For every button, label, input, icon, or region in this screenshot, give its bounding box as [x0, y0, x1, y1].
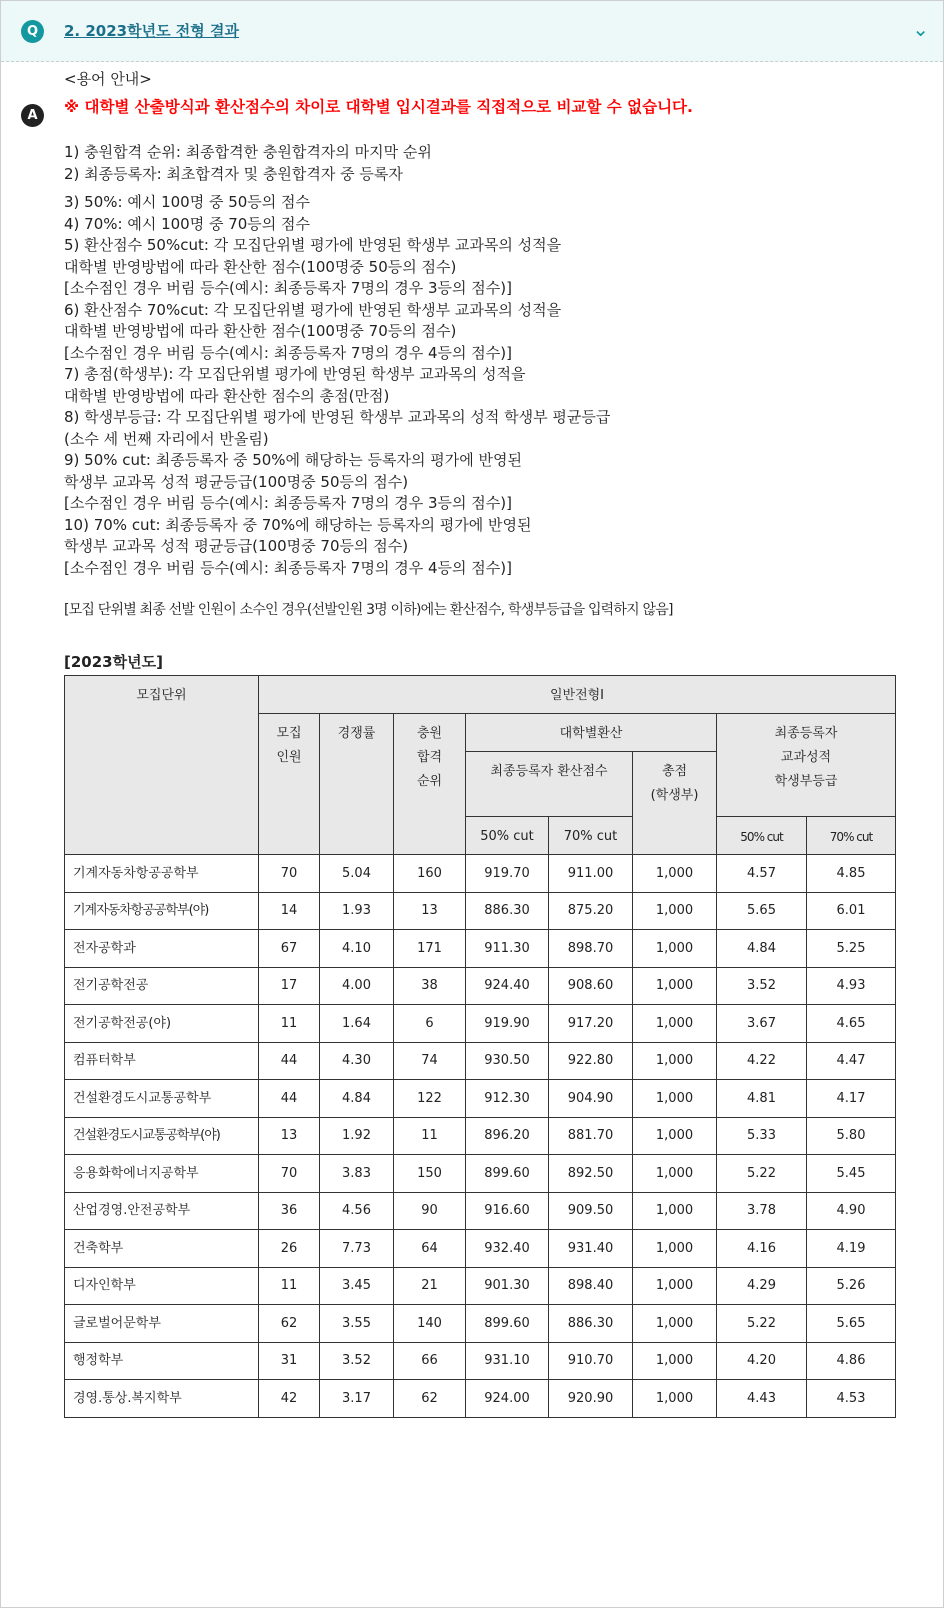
value-cell: 919.70	[466, 855, 549, 893]
unit-name-cell: 기계자동차항공공학부	[65, 855, 259, 893]
header-rank: 충원 합격 순위	[394, 714, 466, 855]
value-cell: 4.47	[807, 1042, 896, 1080]
value-cell: 919.90	[466, 1005, 549, 1043]
value-cell: 171	[394, 930, 466, 968]
value-cell: 11	[259, 1267, 320, 1305]
value-cell: 5.65	[807, 1305, 896, 1343]
value-cell: 904.90	[549, 1080, 633, 1118]
value-cell: 150	[394, 1155, 466, 1193]
value-cell: 5.22	[717, 1155, 807, 1193]
table-row	[65, 967, 896, 1005]
value-cell: 3.45	[320, 1267, 394, 1305]
value-cell: 4.10	[320, 930, 394, 968]
table-row	[65, 1080, 896, 1118]
header-g50: 50% cut	[717, 817, 807, 855]
value-cell: 1,000	[633, 1342, 717, 1380]
value-cell: 910.70	[549, 1342, 633, 1380]
value-cell: 62	[394, 1380, 466, 1418]
table-row	[65, 855, 896, 893]
value-cell: 4.17	[807, 1080, 896, 1118]
value-cell: 3.52	[717, 967, 807, 1005]
value-cell: 1,000	[633, 1380, 717, 1418]
term-line: [소수점인 경우 버림 등수(예시: 최종등록자 7명의 경우 4등의 점수)]	[64, 343, 512, 362]
warning-text: ※ 대학별 산출방식과 환산점수의 차이로 대학별 입시결과를 직접적으로 비교할 수 없습니다.	[64, 97, 693, 116]
unit-name-cell: 경영.통상.복지학부	[65, 1380, 259, 1418]
unit-name-cell: 기계자동차항공공학부(야)	[65, 892, 259, 930]
value-cell: 4.93	[807, 967, 896, 1005]
term-line: 2) 최종등록자: 최초합격자 및 충원합격자 중 등록자	[64, 164, 403, 183]
header-type: 일반전형Ⅰ	[259, 676, 896, 714]
value-cell: 1,000	[633, 1080, 717, 1118]
value-cell: 62	[259, 1305, 320, 1343]
value-cell: 36	[259, 1192, 320, 1230]
value-cell: 3.52	[320, 1342, 394, 1380]
table-row	[65, 930, 896, 968]
value-cell: 1,000	[633, 1117, 717, 1155]
value-cell: 4.30	[320, 1042, 394, 1080]
unit-name-cell: 전기공학전공	[65, 967, 259, 1005]
header-conv-score: 최종등록자 환산점수	[466, 752, 633, 817]
value-cell: 44	[259, 1042, 320, 1080]
value-cell: 912.30	[466, 1080, 549, 1118]
value-cell: 1,000	[633, 1192, 717, 1230]
term-line: 학생부 교과목 성적 평균등급(100명중 70등의 점수)	[64, 537, 409, 555]
value-cell: 5.80	[807, 1117, 896, 1155]
unit-name-cell: 전기공학전공(야)	[65, 1005, 259, 1043]
value-cell: 909.50	[549, 1192, 633, 1230]
value-cell: 875.20	[549, 892, 633, 930]
value-cell: 4.00	[320, 967, 394, 1005]
unit-name-cell: 건설환경도시교통공학부(야)	[65, 1117, 259, 1155]
value-cell: 932.40	[466, 1230, 549, 1268]
term-line: 9) 50% cut: 최종등록자 중 50%에 해당하는 등록자의 평가에 반영된	[64, 451, 522, 469]
value-cell: 4.20	[717, 1342, 807, 1380]
term-line: 1) 충원합격 순위: 최종합격한 충원합격자의 마지막 순위	[64, 143, 432, 161]
value-cell: 42	[259, 1380, 320, 1418]
table-row	[65, 1305, 896, 1343]
term-line: 대학별 반영방법에 따라 환산한 점수의 총점(만점)	[64, 386, 390, 405]
value-cell: 140	[394, 1305, 466, 1343]
term-line: [소수점인 경우 버림 등수(예시: 최종등록자 7명의 경우 4등의 점수)]	[64, 558, 512, 577]
value-cell: 31	[259, 1342, 320, 1380]
question-header[interactable]	[1, 1, 943, 62]
header-c50: 50% cut	[466, 817, 549, 855]
value-cell: 4.57	[717, 855, 807, 893]
value-cell: 5.04	[320, 855, 394, 893]
value-cell: 4.43	[717, 1380, 807, 1418]
unit-name-cell: 디자인학부	[65, 1267, 259, 1305]
unit-name-cell: 산업경영.안전공학부	[65, 1192, 259, 1230]
value-cell: 70	[259, 1155, 320, 1193]
value-cell: 917.20	[549, 1005, 633, 1043]
term-line: (소수 세 번째 자리에서 반올림)	[64, 429, 269, 448]
value-cell: 1,000	[633, 930, 717, 968]
value-cell: 4.86	[807, 1342, 896, 1380]
guide-title: <용어 안내>	[64, 70, 152, 88]
term-line: 6) 환산점수 70%cut: 각 모집단위별 평가에 반영된 학생부 교과목의 성적을	[64, 300, 562, 319]
value-cell: 44	[259, 1080, 320, 1118]
value-cell: 1,000	[633, 1305, 717, 1343]
value-cell: 931.10	[466, 1342, 549, 1380]
unit-name-cell: 글로벌어문학부	[65, 1305, 259, 1343]
table-row	[65, 1117, 896, 1155]
value-cell: 3.78	[717, 1192, 807, 1230]
term-line: 5) 환산점수 50%cut: 각 모집단위별 평가에 반영된 학생부 교과목의 성적을	[64, 236, 562, 254]
value-cell: 930.50	[466, 1042, 549, 1080]
note-text: [모집 단위별 최종 선발 인원이 소수인 경우(선발인원 3명 이하)에는 환산점수, 학생부등급을 입력하지 않음]	[64, 602, 673, 618]
term-line: 학생부 교과목 성적 평균등급(100명중 50등의 점수)	[64, 472, 409, 491]
value-cell: 3.55	[320, 1305, 394, 1343]
unit-name-cell: 응용화학에너지공학부	[65, 1155, 259, 1193]
table-row	[65, 1042, 896, 1080]
value-cell: 1,000	[633, 855, 717, 893]
header-grade: 최종등록자 교과성적 학생부등급	[717, 714, 896, 817]
value-cell: 1,000	[633, 892, 717, 930]
header-unit: 모집단위	[65, 676, 259, 855]
question-title-link[interactable]: 2. 2023학년도 전형 결과	[64, 22, 239, 40]
value-cell: 38	[394, 967, 466, 1005]
value-cell: 4.81	[717, 1080, 807, 1118]
header-g70: 70% cut	[807, 817, 896, 855]
value-cell: 5.65	[717, 892, 807, 930]
value-cell: 5.33	[717, 1117, 807, 1155]
value-cell: 4.16	[717, 1230, 807, 1268]
term-line: 대학별 반영방법에 따라 환산한 점수(100명중 70등의 점수)	[64, 322, 457, 340]
value-cell: 3.83	[320, 1155, 394, 1193]
term-list-a	[64, 142, 924, 185]
header-conv: 대학별환산	[466, 714, 717, 752]
value-cell: 920.90	[549, 1380, 633, 1418]
unit-name-cell: 건설환경도시교통공학부	[65, 1080, 259, 1118]
value-cell: 7.73	[320, 1230, 394, 1268]
value-cell: 911.30	[466, 930, 549, 968]
table-row	[65, 1230, 896, 1268]
value-cell: 1.64	[320, 1005, 394, 1043]
value-cell: 1.93	[320, 892, 394, 930]
value-cell: 898.40	[549, 1267, 633, 1305]
term-line: 10) 70% cut: 최종등록자 중 70%에 해당하는 등록자의 평가에 반영된	[64, 515, 532, 534]
value-cell: 160	[394, 855, 466, 893]
value-cell: 4.85	[807, 855, 896, 893]
header-rate: 경쟁률	[320, 714, 394, 855]
unit-name-cell: 전자공학과	[65, 930, 259, 968]
value-cell: 1,000	[633, 1267, 717, 1305]
table-row	[65, 1380, 896, 1418]
results-table	[64, 675, 896, 1418]
value-cell: 21	[394, 1267, 466, 1305]
table-row	[65, 1192, 896, 1230]
table-row	[65, 1005, 896, 1043]
term-line: 대학별 반영방법에 따라 환산한 점수(100명중 50등의 점수)	[64, 257, 457, 276]
value-cell: 66	[394, 1342, 466, 1380]
value-cell: 911.00	[549, 855, 633, 893]
value-cell: 5.25	[807, 930, 896, 968]
chevron-down-icon[interactable]: ⌄	[912, 17, 929, 41]
answer-icon: A	[21, 104, 44, 127]
header-quota: 모집 인원	[259, 714, 320, 855]
table-row	[65, 1342, 896, 1380]
value-cell: 1,000	[633, 1230, 717, 1268]
unit-name-cell: 건축학부	[65, 1230, 259, 1268]
value-cell: 899.60	[466, 1155, 549, 1193]
value-cell: 11	[394, 1117, 466, 1155]
table-row	[65, 1267, 896, 1305]
value-cell: 922.80	[549, 1042, 633, 1080]
value-cell: 74	[394, 1042, 466, 1080]
value-cell: 5.22	[717, 1305, 807, 1343]
value-cell: 13	[259, 1117, 320, 1155]
value-cell: 122	[394, 1080, 466, 1118]
term-line: 4) 70%: 예시 100명 중 70등의 점수	[64, 214, 311, 233]
value-cell: 13	[394, 892, 466, 930]
value-cell: 4.29	[717, 1267, 807, 1305]
value-cell: 6	[394, 1005, 466, 1043]
value-cell: 4.84	[320, 1080, 394, 1118]
term-line: 8) 학생부등급: 각 모집단위별 평가에 반영된 학생부 교과목의 성적 학생부 평균등급	[64, 408, 611, 426]
value-cell: 896.20	[466, 1117, 549, 1155]
value-cell: 908.60	[549, 967, 633, 1005]
value-cell: 1,000	[633, 1005, 717, 1043]
value-cell: 881.70	[549, 1117, 633, 1155]
value-cell: 4.53	[807, 1380, 896, 1418]
value-cell: 3.17	[320, 1380, 394, 1418]
term-line: [소수점인 경우 버림 등수(예시: 최종등록자 7명의 경우 3등의 점수)]	[64, 279, 512, 297]
value-cell: 886.30	[466, 892, 549, 930]
value-cell: 1,000	[633, 967, 717, 1005]
table-row	[65, 1155, 896, 1193]
value-cell: 67	[259, 930, 320, 968]
question-icon: Q	[21, 20, 44, 43]
value-cell: 886.30	[549, 1305, 633, 1343]
value-cell: 4.22	[717, 1042, 807, 1080]
value-cell: 64	[394, 1230, 466, 1268]
answer-content	[64, 69, 924, 1418]
value-cell: 26	[259, 1230, 320, 1268]
value-cell: 5.45	[807, 1155, 896, 1193]
unit-name-cell: 컴퓨터학부	[65, 1042, 259, 1080]
value-cell: 1,000	[633, 1155, 717, 1193]
term-line: 3) 50%: 예시 100명 중 50등의 점수	[64, 193, 311, 211]
value-cell: 90	[394, 1192, 466, 1230]
term-line: 7) 총점(학생부): 각 모집단위별 평가에 반영된 학생부 교과목의 성적을	[64, 365, 526, 383]
value-cell: 924.00	[466, 1380, 549, 1418]
value-cell: 11	[259, 1005, 320, 1043]
value-cell: 4.19	[807, 1230, 896, 1268]
value-cell: 4.56	[320, 1192, 394, 1230]
unit-name-cell: 행정학부	[65, 1342, 259, 1380]
value-cell: 4.65	[807, 1005, 896, 1043]
value-cell: 4.84	[717, 930, 807, 968]
value-cell: 6.01	[807, 892, 896, 930]
value-cell: 916.60	[466, 1192, 549, 1230]
value-cell: 14	[259, 892, 320, 930]
term-line: [소수점인 경우 버림 등수(예시: 최종등록자 7명의 경우 3등의 점수)]	[64, 494, 512, 512]
value-cell: 899.60	[466, 1305, 549, 1343]
value-cell: 931.40	[549, 1230, 633, 1268]
value-cell: 901.30	[466, 1267, 549, 1305]
value-cell: 898.70	[549, 930, 633, 968]
value-cell: 70	[259, 855, 320, 893]
value-cell: 892.50	[549, 1155, 633, 1193]
value-cell: 1.92	[320, 1117, 394, 1155]
value-cell: 17	[259, 967, 320, 1005]
header-c70: 70% cut	[549, 817, 633, 855]
value-cell: 5.26	[807, 1267, 896, 1305]
header-total: 총점 (학생부)	[633, 752, 717, 855]
table-title: [2023학년도]	[64, 652, 163, 671]
value-cell: 924.40	[466, 967, 549, 1005]
value-cell: 4.90	[807, 1192, 896, 1230]
table-row	[65, 892, 896, 930]
value-cell: 3.67	[717, 1005, 807, 1043]
value-cell: 1,000	[633, 1042, 717, 1080]
term-list-b	[64, 192, 924, 579]
